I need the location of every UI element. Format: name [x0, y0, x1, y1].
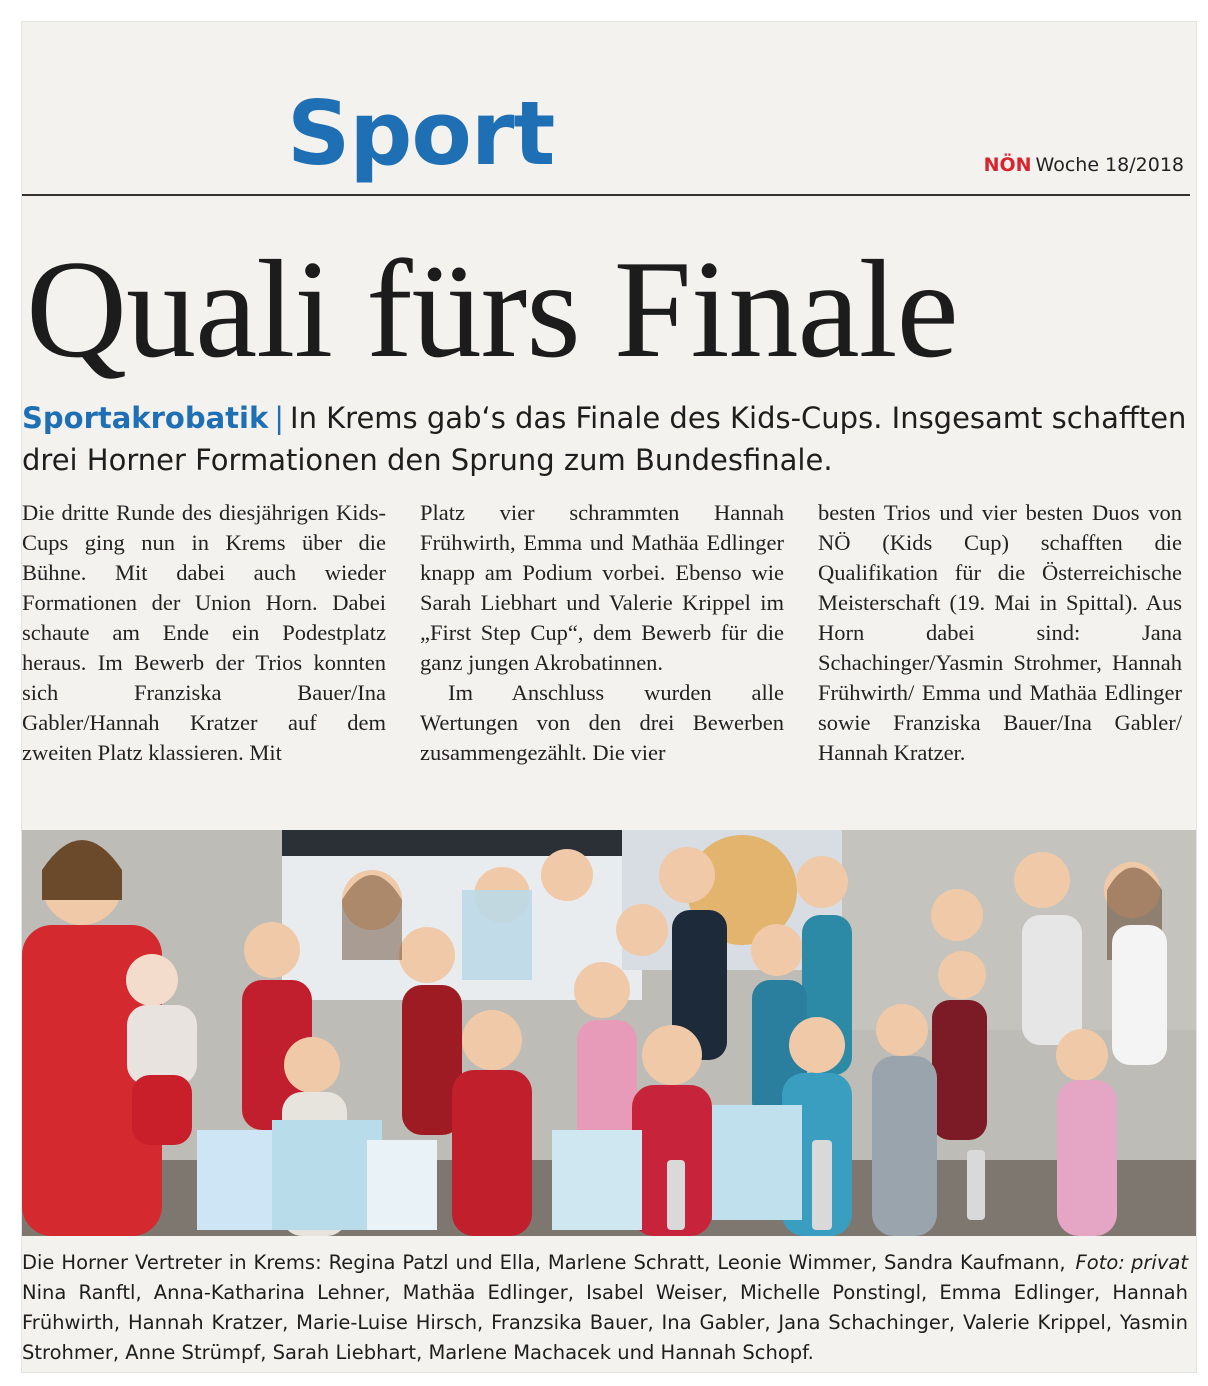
column-2-paragraph-2: Im Anschluss wurden alle Wertungen von den drei Bewerben zusammengezählt. Die vier	[420, 680, 784, 765]
newspaper-page	[22, 22, 1196, 1372]
column-2-paragraph-1: Platz vier schrammten Hannah Frühwirth, Emma und Mathäa Edlinger knapp am Podium vorbei. Ebenso wie Sarah Liebhart und Valerie Krippel im „First Step Cup“, dem Bewerb für die ganz jungen Akrobatinnen.	[420, 500, 784, 675]
headline: Quali fürs Finale	[26, 232, 958, 387]
issue-info	[984, 154, 1184, 176]
issue-week: Woche 18/2018	[1035, 154, 1184, 176]
article-column-3	[818, 498, 1182, 768]
team-photo-illustration	[22, 830, 1196, 1236]
photo-credit: Foto: privat	[1075, 1251, 1188, 1274]
header-rule	[22, 194, 1190, 196]
article-body	[22, 498, 1190, 828]
photo-caption	[22, 1248, 1188, 1368]
brand-logo: NÖN	[983, 154, 1032, 176]
subheadline	[22, 397, 1192, 481]
article-column-1	[22, 498, 386, 768]
team-photo	[22, 830, 1196, 1236]
section-title: Sport	[287, 82, 555, 185]
article-column-2	[420, 498, 784, 768]
column-1-paragraph: Die dritte Runde des diesjährigen Kids-Cups ging nun in Krems über die Bühne. Mit dabei auch wieder Formationen der Union Horn. Dabei schaute am Ende ein Podestplatz heraus. Im Bewerb der Trios konnten sich Franziska Bauer/Ina Gabler/Hannah Kratzer auf dem zweiten Platz klassieren. Mit	[22, 500, 386, 765]
subhead-separator: |	[274, 401, 285, 435]
subhead-text: In Krems gab‘s das Finale des Kids-Cups. Insgesamt schafften drei Horner Formationen den Sprung zum Bundesfinale.	[22, 401, 1187, 477]
column-3-paragraph: besten Trios und vier besten Duos von NÖ (Kids Cup) schafften die Qualifikation für die Österreichische Meisterschaft (19. Mai in Spittal). Aus Horn dabei sind: Jana Schachinger/Yasmin Strohmer, Hannah Frühwirth/ Emma und Mathäa Edlinger sowie Franziska Bauer/Ina Gabler/ Hannah Kratzer.	[818, 500, 1182, 765]
subhead-kicker: Sportakrobatik	[22, 401, 269, 435]
caption-text: Die Horner Vertreter in Krems: Regina Patzl und Ella, Marlene Schratt, Leonie Wimmer, Sandra Kaufmann, Nina Ranftl, Anna-Katharina Lehner, Mathäa Edlinger, Isabel Weiser, Michelle Ponstingl, Emma Edlinger, Hannah Frühwirth, Hannah Kratzer, Marie-Luise Hirsch, Franzsika Bauer, Ina Gabler, Jana Schachinger, Valerie Krippel, Yasmin Strohmer, Anne Strümpf, Sarah Liebhart, Marlene Machacek und Hannah Schopf.	[22, 1251, 1188, 1364]
